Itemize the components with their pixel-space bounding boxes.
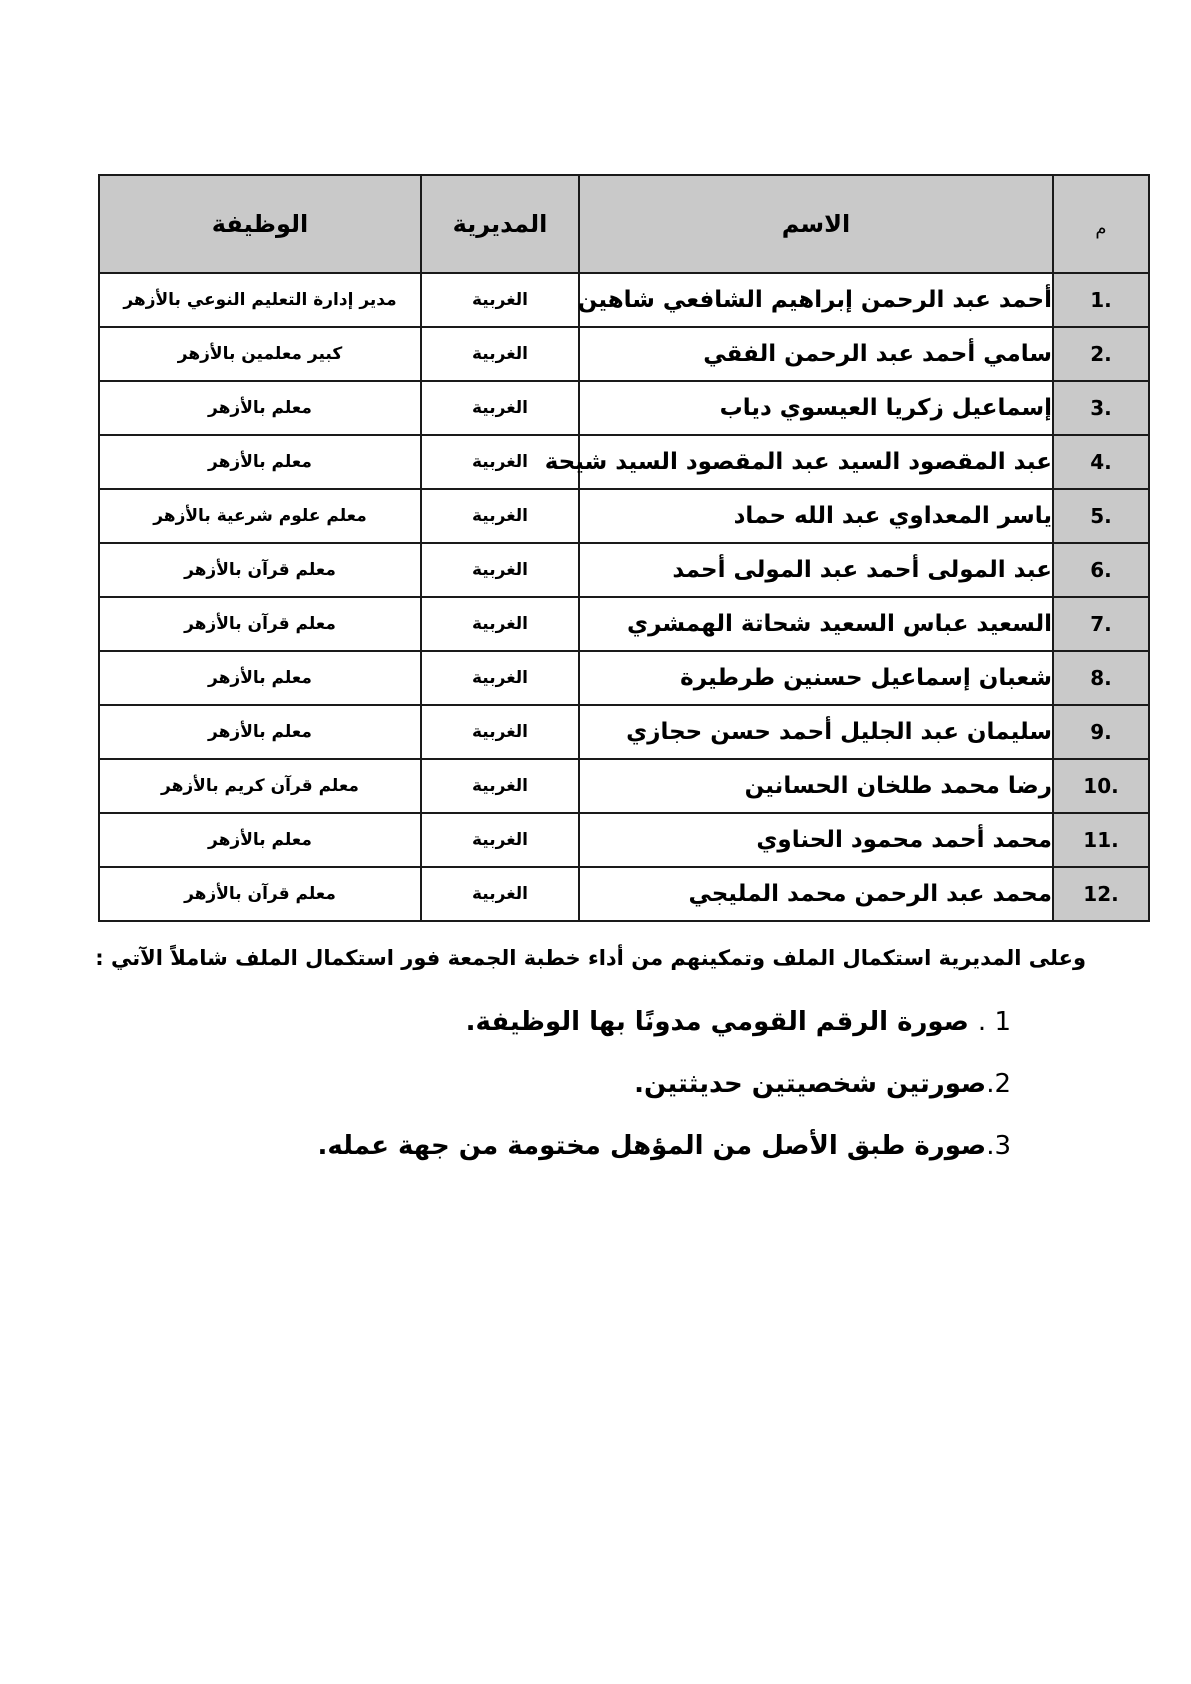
header-name: الاسم bbox=[579, 175, 1053, 273]
roster-table bbox=[98, 174, 1150, 922]
row-directorate: الغربية bbox=[421, 381, 579, 435]
table-row bbox=[99, 597, 1149, 651]
row-number: 4. bbox=[1053, 435, 1149, 489]
row-number: 7. bbox=[1053, 597, 1149, 651]
row-job: معلم قرآن بالأزهر bbox=[99, 597, 421, 651]
row-job: معلم بالأزهر bbox=[99, 813, 421, 867]
table-row bbox=[99, 273, 1149, 327]
header-row bbox=[99, 175, 1149, 273]
row-directorate: الغربية bbox=[421, 651, 579, 705]
header-job: الوظيفة bbox=[99, 175, 421, 273]
row-directorate: الغربية bbox=[421, 435, 579, 489]
row-number: 8. bbox=[1053, 651, 1149, 705]
table-row bbox=[99, 705, 1149, 759]
header-directorate: المديرية bbox=[421, 175, 579, 273]
row-job: معلم بالأزهر bbox=[99, 381, 421, 435]
row-directorate: الغربية bbox=[421, 705, 579, 759]
row-number: 12. bbox=[1053, 867, 1149, 921]
row-number: 3. bbox=[1053, 381, 1149, 435]
row-directorate: الغربية bbox=[421, 489, 579, 543]
requirement-item bbox=[211, 1000, 1011, 1062]
row-name: عبد المقصود السيد عبد المقصود السيد شيحة bbox=[579, 435, 1053, 489]
row-name: سليمان عبد الجليل أحمد حسن حجازي bbox=[579, 705, 1053, 759]
row-job: معلم بالأزهر bbox=[99, 435, 421, 489]
row-name: السعيد عباس السعيد شحاتة الهمشري bbox=[579, 597, 1053, 651]
table-row bbox=[99, 435, 1149, 489]
row-directorate: الغربية bbox=[421, 327, 579, 381]
row-directorate: الغربية bbox=[421, 597, 579, 651]
row-number: 1. bbox=[1053, 273, 1149, 327]
row-name: شعبان إسماعيل حسنين طرطيرة bbox=[579, 651, 1053, 705]
roster-table-header bbox=[99, 175, 1149, 273]
row-number: 5. bbox=[1053, 489, 1149, 543]
row-job: كبير معلمين بالأزهر bbox=[99, 327, 421, 381]
requirements-list bbox=[211, 1000, 1011, 1186]
row-name: محمد عبد الرحمن محمد المليجي bbox=[579, 867, 1053, 921]
table-row bbox=[99, 489, 1149, 543]
header-number: م bbox=[1053, 175, 1149, 273]
requirement-number: 3. bbox=[986, 1131, 1011, 1161]
row-name: رضا محمد طلخان الحسانين bbox=[579, 759, 1053, 813]
row-number: 9. bbox=[1053, 705, 1149, 759]
table-row bbox=[99, 759, 1149, 813]
row-number: 10. bbox=[1053, 759, 1149, 813]
row-directorate: الغربية bbox=[421, 867, 579, 921]
requirement-text: صورة الرقم القومي مدونًا بها الوظيفة. bbox=[465, 1007, 969, 1037]
table-row bbox=[99, 543, 1149, 597]
row-job: معلم بالأزهر bbox=[99, 651, 421, 705]
table-row bbox=[99, 327, 1149, 381]
requirement-number: 1 . bbox=[977, 1007, 1011, 1037]
row-name: أحمد عبد الرحمن إبراهيم الشافعي شاهين bbox=[579, 273, 1053, 327]
requirement-item bbox=[211, 1062, 1011, 1124]
row-directorate: الغربية bbox=[421, 813, 579, 867]
roster-table-body bbox=[99, 273, 1149, 921]
row-name: ياسر المعداوي عبد الله حماد bbox=[579, 489, 1053, 543]
row-job: معلم قرآن بالأزهر bbox=[99, 867, 421, 921]
row-name: عبد المولى أحمد عبد المولى أحمد bbox=[579, 543, 1053, 597]
row-number: 11. bbox=[1053, 813, 1149, 867]
requirement-text: صورتين شخصيتين حديثتين. bbox=[634, 1069, 987, 1099]
row-number: 2. bbox=[1053, 327, 1149, 381]
row-name: محمد أحمد محمود الحناوي bbox=[579, 813, 1053, 867]
row-job: معلم بالأزهر bbox=[99, 705, 421, 759]
row-name: سامي أحمد عبد الرحمن الفقي bbox=[579, 327, 1053, 381]
requirement-item bbox=[211, 1124, 1011, 1186]
instructions-paragraph: وعلى المديرية استكمال الملف وتمكينهم من أداء خطبة الجمعة فور استكمال الملف شاملاً الآتي : bbox=[95, 946, 1086, 970]
row-job: معلم قرآن بالأزهر bbox=[99, 543, 421, 597]
requirement-number: 2. bbox=[986, 1069, 1011, 1099]
table-row bbox=[99, 867, 1149, 921]
table-row bbox=[99, 813, 1149, 867]
table-row bbox=[99, 381, 1149, 435]
row-directorate: الغربية bbox=[421, 543, 579, 597]
table-row bbox=[99, 651, 1149, 705]
row-job: معلم قرآن كريم بالأزهر bbox=[99, 759, 421, 813]
row-directorate: الغربية bbox=[421, 273, 579, 327]
row-number: 6. bbox=[1053, 543, 1149, 597]
row-job: معلم علوم شرعية بالأزهر bbox=[99, 489, 421, 543]
row-job: مدير إدارة التعليم النوعي بالأزهر bbox=[99, 273, 421, 327]
requirement-text: صورة طبق الأصل من المؤهل مختومة من جهة عمله. bbox=[317, 1131, 987, 1161]
row-directorate: الغربية bbox=[421, 759, 579, 813]
row-name: إسماعيل زكريا العيسوي دياب bbox=[579, 381, 1053, 435]
